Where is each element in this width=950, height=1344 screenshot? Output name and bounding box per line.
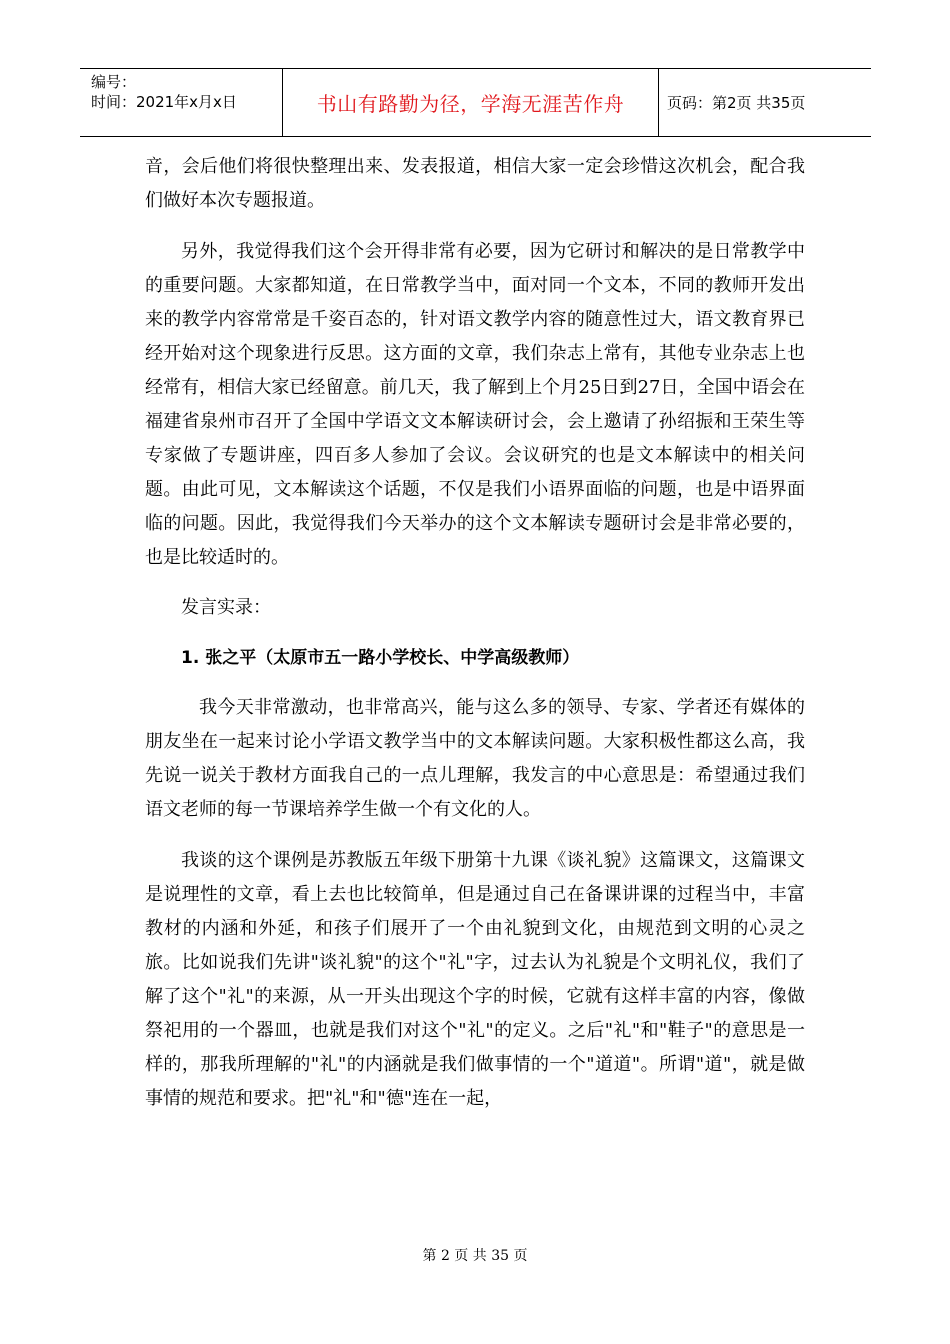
- header-meta: [80, 69, 283, 136]
- speaker-heading: 1. 张之平（太原市五一路小学校长、中学高级教师）: [181, 648, 580, 668]
- paragraph-4: 我谈的这个课例是苏教版五年级下册第十九课《谈礼貌》这篇课文，这篇课文是说理性的文章，看上去也比较简单，但是通过自己在备课讲课的过程当中，丰富教材的内涵和外延，和孩子们展开了一个由礼貌到文化，由规范到文明的心灵之旅。比如说我们先讲"谈礼貌"的这个"礼"字，过去认为礼貌是个文明礼仪，我们了解了这个"礼"的来源，从一开头出现这个字的时候，它就有这样丰富的内容，像做祭祀用的一个器皿，也就是我们对这个"礼"的定义。之后"礼"和"鞋子"的意思是一样的，那我所理解的"礼"的内涵就是我们做事情的一个"道道"。所谓"道"，就是做事情的规范和要求。把"礼"和"德"连在一起，: [145, 850, 805, 1109]
- document-body: [145, 150, 805, 1116]
- paragraph-3: 我今天非常激动，也非常高兴，能与这么多的领导、专家、学者还有媒体的朋友坐在一起来讨论小学语文教学当中的文本解读问题。大家积极性都这么高，我先说一说关于教材方面我自己的一点儿理解，我发言的中心意思是：希望通过我们语文老师的每一节课培养学生做一个有文化的人。: [145, 697, 805, 820]
- document-header: [80, 68, 871, 137]
- paragraph-1: 音，会后他们将很快整理出来、发表报道，相信大家一定会珍惜这次机会，配合我们做好本次专题报道。: [145, 156, 805, 211]
- record-label: 发言实录：: [181, 597, 271, 618]
- time-label: 时间：2021年x月x日: [91, 93, 237, 111]
- paragraph-2: 另外，我觉得我们这个会开得非常有必要，因为它研讨和解决的是日常教学中的重要问题。大家都知道，在日常教学当中，面对同一个文本，不同的教师开发出来的教学内容常常是千姿百态的，针对语文教学内容的随意性过大，语文教育界已经开始对这个现象进行反思。这方面的文章，我们杂志上常有，其他专业杂志上也经常有，相信大家已经留意。前几天，我了解到上个月25日到27日，全国中语会在福建省泉州市召开了全国中学语文文本解读研讨会，会上邀请了孙绍振和王荣生等专家做了专题讲座，四百多人参加了会议。会议研究的也是文本解读中的相关问题。由此可见，文本解读这个话题，不仅是我们小语界面临的问题，也是中语界面临的问题。因此，我觉得我们今天举办的这个文本解读专题研讨会是非常必要的，也是比较适时的。: [145, 241, 805, 568]
- page-footer: 第 2 页 共 35 页: [422, 1248, 528, 1264]
- header-motto: 书山有路勤为径，学海无涯苦作舟: [283, 69, 659, 136]
- header-page-info: 页码：第2页 共35页: [667, 94, 806, 112]
- number-label: 编号：: [91, 73, 137, 91]
